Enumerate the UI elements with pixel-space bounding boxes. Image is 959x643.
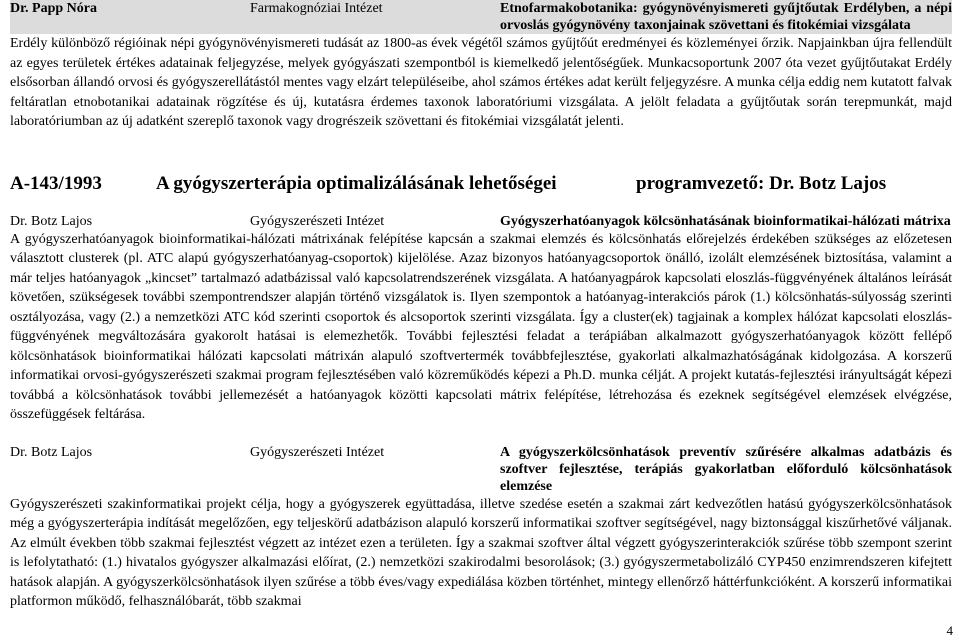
entry-author: Dr. Botz Lajos <box>10 213 93 229</box>
entry-body: Gyógyszerészeti szakinformatikai projekt célja, hogy a gyógyszerek együttadása, illetve szedése esetén a szakmai zárt kedvezőtlen hatású gyógyszerkölcsönhatások még a gyógyszerterápia indítását megelőzően, egy teljeskörű adatbázison alapuló korszerű informatikai szoftver segítségével, nagy biztonsággal kiszűrhetővé váljanak. Az elmúlt években több szakmai fejlesztést végzett az intézet ezen a területen. Így a szakmai szoftver által végzett gyógyszerinterakciók szűrése több szempont szerint is lefolytatható: (1.) hivatalos gyógyszer alkalmazási előírat, (2.) nemzetközi szakirodalmi besorolások; (3.) gyógyszermetabolizáló CYP450 enzimrendszeren kifejtett hatások alapján. A gyógyszerkölcsönhatások ilyen szűrése a több éves/vagy expediálása közben történhet, mintegy ellenőrző háttérfunkcióként. A korszerű informatikai platformon működő, felhasználóbarát, több szakmai <box>10 496 952 609</box>
entry-author: Dr. Botz Lajos <box>10 444 93 460</box>
entry-title: Etnofarmakobotanika: gyógynövényismereti gyűjtőutak Erdélyben, a népi orvoslás gyógynövény taxonjainak szövettani és fitokémiai vizsgálata <box>500 1 952 33</box>
entry-institute: Gyógyszerészeti Intézet <box>250 444 385 460</box>
entry-title: A gyógyszerkölcsönhatások preventív szűrésére alkalmas adatbázis és szoftver fejlesztése, terápiás gyakorlatban előforduló kölcsönhatások elemzése <box>500 444 952 494</box>
program-code: A-143/1993 <box>10 172 102 194</box>
entry-header-botz-1 <box>10 213 952 230</box>
entry-author: Dr. Papp Nóra <box>10 1 97 16</box>
document-page <box>10 0 952 612</box>
entry-body: A gyógyszerhatóanyagok bioinformatikai-hálózati mátrixának felépítése kapcsán a szakmai elemzés és kölcsönhatás előrejelzés érdekében szükséges az előzetesen választott clusterek (pl. ATC alapú gyógyszerhatóanyag-csoportok) kijelölése. Azaz bizonyos hatóanyagcsoportok önálló, izolált elemzésének biztosítása, valamint a már teljes hatóanyagok „kincset” tartalmazó adatbázissal való kapcsolatrendszerének vizsgálata. A hatóanyagpárok kapcsolati eloszlás-függvényének általános leírását követően, szükségesek további szempontrendszer alapján történő vizsgálatok is. Ilyen szempontok a hatóanyag-interakciós párok (1.) kölcsönhatás-súlyosság szerinti osztályozása, vagy (2.) a nemzetközi ATC kód szerinti csoportok és alcsoportok szerinti vizsgálata. Így a cluster(ek) tagjainak a komplex hálózat kapcsolati eloszlás-függvényének megváltozására gyakorolt hatásai is elemezhetők. További fejlesztési feladat a terápiában alkalmazott gyógyszerhatóanyagok között fellépő kölcsönhatások bioinformatikai hálózati kapcsolati mátrixán alapuló szoftvertermék továbbfejlesztése, gyakorlati alkalmazhatóságának kidolgozása. A korszerű informatikai orvosi-gyógyszerészeti szakmai program fejlesztésében való közreműködés képezi a Ph.D. munka célját. A projekt kutatás-fejlesztési irányultságát képezi továbbá a kölcsönhatások további jellemezését a hatóanyagok közötti kapcsolati mátrix felépítése, létrehozása és ezeknek segítségével elemzések elvégzése, összefüggések feltárása. <box>10 231 952 422</box>
entry-institute: Farmakognóziai Intézet <box>250 1 383 16</box>
program-heading <box>10 172 952 196</box>
program-title: A gyógyszerterápia optimalizálásának lehetőségei <box>156 172 557 194</box>
entry-institute: Gyógyszerészeti Intézet <box>250 213 385 229</box>
entry-header-papp <box>10 0 952 34</box>
page-number: 4 <box>946 623 953 638</box>
entry-title: Gyógyszerhatóanyagok kölcsönhatásának bioinformatikai-hálózati mátrixa <box>500 213 951 229</box>
entry-header-botz-2 <box>10 444 952 495</box>
program-leader: programvezető: Dr. Botz Lajos <box>636 172 887 194</box>
entry-body: Erdély különböző régióinak népi gyógynövényismereti tudását az 1800-as évek végétől számos gyűjtőút eredményei és közleményei őrzik. Napjainkban újra fellendült az egyes területek értékes adatainak feljegyzése, melyek gyógyászati szempontból is kiemelkedő jelentőségűek. Munkacsoportunk 2007 óta vezet gyűjtőutakat Erdély elsősorban állandó orvosi és gyógyszerellátástól mentes vagy elzárt településeibe, ahol számos értékes adat került feljegyzésre. A munka célja eddig nem kutatott falvak feltáratlan etnobotanikai adatainak rögzítése és új, kutatásra érdemes taxonok laboratóriumi vizsgálata. A jelölt feladata a gyűjtőutak során terepmunkát, majd laboratóriumban az új adatként szereplő taxonok vagy drogrészeik szövettani és fitokémiai vizsgálatát jelenti. <box>10 36 952 129</box>
